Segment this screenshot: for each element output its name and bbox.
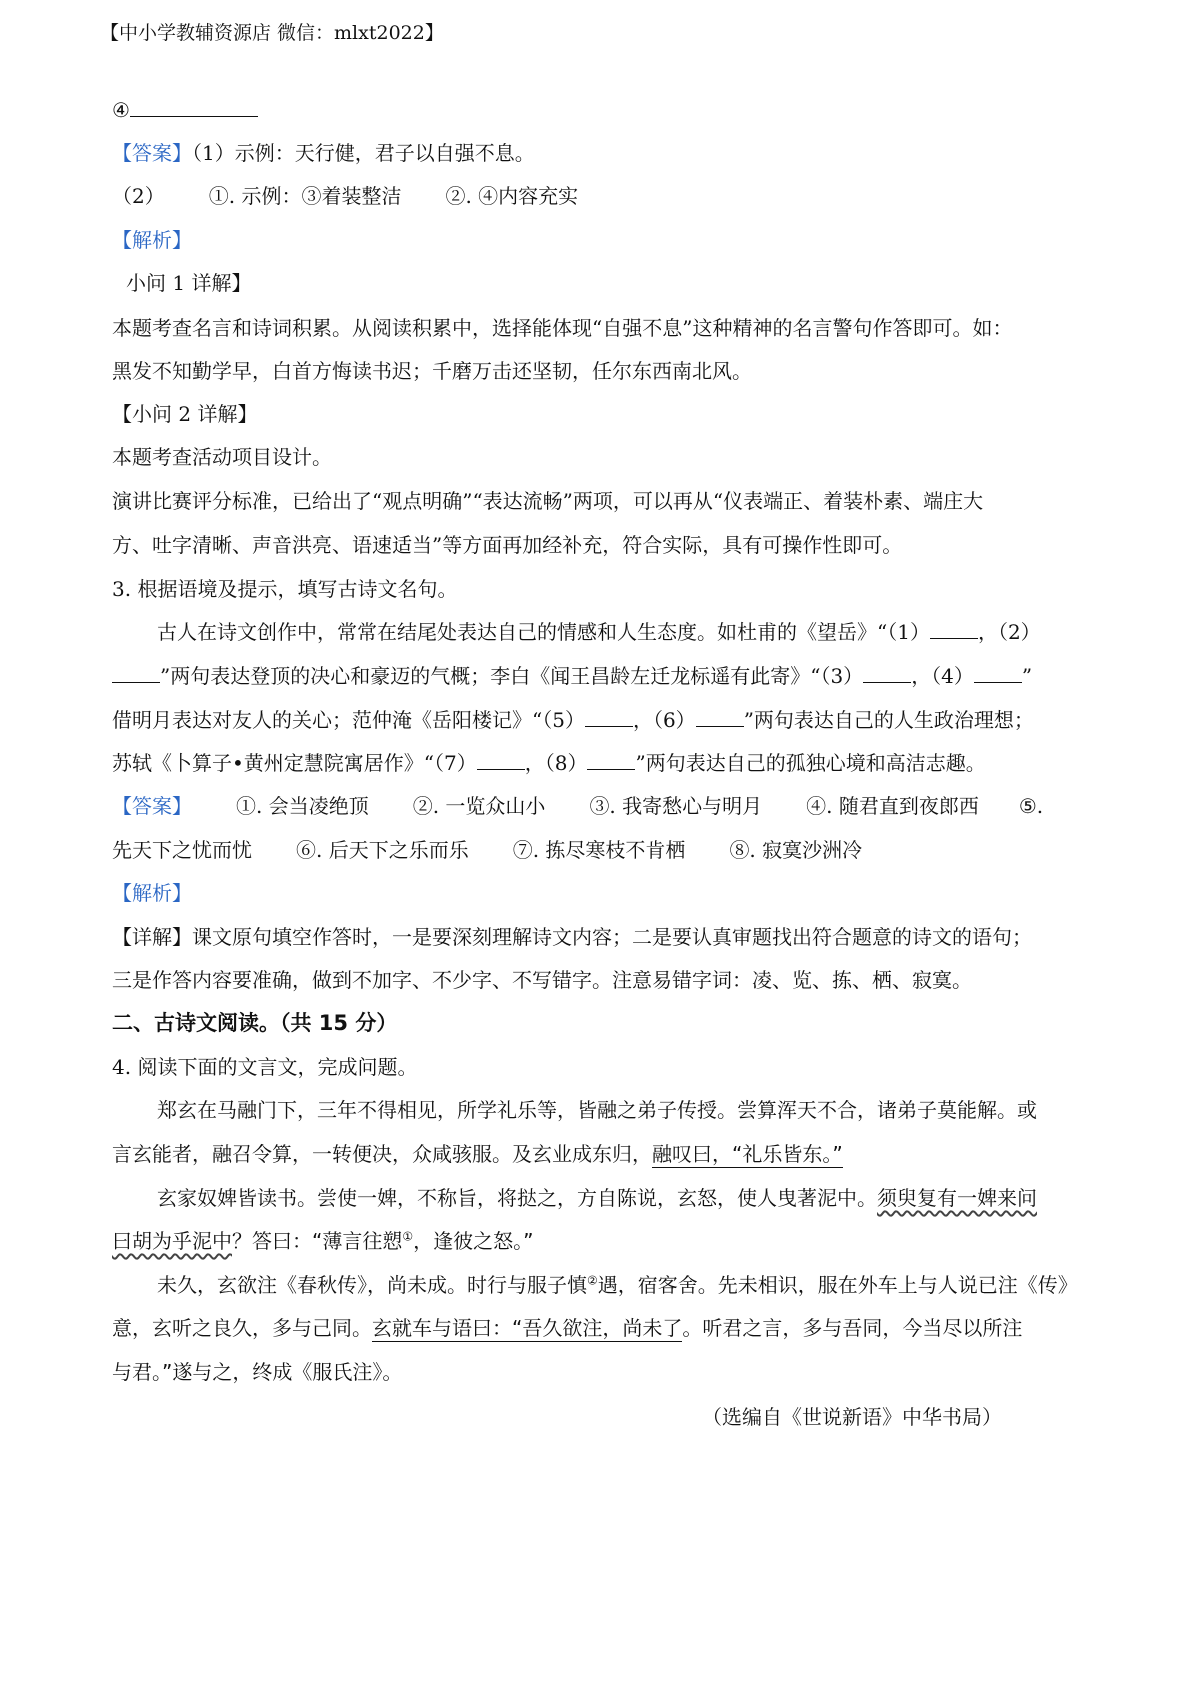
q3-analysis-tag bbox=[112, 881, 1102, 905]
passage-text: ？答曰：“薄言往愬 bbox=[232, 1229, 403, 1253]
passage-p3-line1 bbox=[157, 1273, 1147, 1297]
blank-8 bbox=[587, 751, 635, 770]
q3-para-line2 bbox=[112, 664, 1102, 688]
sub1-line2: 黑发不知勤学早，白首方悔读书迟；千磨万击还坚韧，任尔东西南北风。 bbox=[112, 359, 752, 383]
q3-answer-line1 bbox=[112, 794, 1102, 818]
answer-2: ②. 一览众山小 bbox=[412, 794, 546, 818]
passage-p3-line3: 与君。”遂与之，终成《服氏注》。 bbox=[112, 1360, 403, 1384]
passage-p2-line2 bbox=[112, 1229, 1102, 1253]
section-title: 二、古诗文阅读。（共 15 分） bbox=[112, 1011, 398, 1035]
blank-4 bbox=[974, 664, 1022, 683]
wavy-underlined-sentence: 须臾复有一婢来问 bbox=[877, 1186, 1037, 1210]
q3-para-line3 bbox=[112, 708, 1102, 732]
q3-text: 古人在诗文创作中，常常在结尾处表达自己的情感和人生态度。如杜甫的《望岳》“（1） bbox=[157, 620, 930, 644]
answer-option-1: ①. 示例：③着装整洁 bbox=[208, 184, 402, 208]
answer-5: 先天下之忧而忧 bbox=[112, 838, 252, 862]
q3-text: 苏轼《卜算子•黄州定慧院寓居作》“（7） bbox=[112, 751, 477, 775]
passage-text: 。听君之言，多与吾同，今当尽以所注 bbox=[682, 1316, 1023, 1340]
answer-6: ⑥. 后天下之乐而乐 bbox=[296, 838, 469, 862]
q2-analysis-tag bbox=[112, 228, 1102, 252]
q3-detail-line1: 【详解】课文原句填空作答时，一是要深刻理解诗文内容；二是要认真审题找出符合题意的诗文的语句； bbox=[112, 925, 1032, 949]
sub1-title: 小问 1 详解】 bbox=[126, 271, 252, 295]
blank-5 bbox=[585, 708, 633, 727]
answer-3: ③. 我寄愁心与明月 bbox=[589, 794, 763, 818]
underlined-sentence: 融叹曰，“礼乐皆东。” bbox=[652, 1142, 843, 1166]
wavy-underlined-sentence: 曰胡为乎泥中 bbox=[112, 1229, 232, 1253]
q3-answer-line2 bbox=[112, 838, 1102, 862]
analysis-tag: 【解析】 bbox=[112, 228, 192, 252]
q3-text: ”两句表达自己的孤独心境和高洁志趣。 bbox=[635, 751, 986, 775]
answer-5-number: ⑤. bbox=[1018, 794, 1044, 818]
passage-text: 遇，宿客舍。先未相识，服在外车上与人说已注《传》 bbox=[597, 1273, 1078, 1297]
q3-text: ” bbox=[1021, 664, 1033, 688]
passage-text: 未久，玄欲注《春秋传》，尚未成。时行与服子慎 bbox=[157, 1273, 587, 1297]
blank-1 bbox=[930, 620, 978, 639]
q3-text: ，（2） bbox=[977, 620, 1041, 644]
passage-p2-line1 bbox=[157, 1186, 1147, 1210]
answer-text: （1）示例：天行健，君子以自强不息。 bbox=[192, 141, 535, 165]
blank-3 bbox=[863, 664, 911, 683]
passage-p3-line2 bbox=[112, 1316, 1102, 1340]
answer-7: ⑦. 拣尽寒枝不肯栖 bbox=[512, 838, 686, 862]
blank-7 bbox=[477, 751, 525, 770]
passage-p1-line2 bbox=[112, 1142, 1102, 1166]
passage-text: 言玄能者，融召令算，一转便决，众咸骇服。及玄业成东归， bbox=[112, 1142, 652, 1166]
answer-4: ④. 随君直到夜郎西 bbox=[806, 794, 979, 818]
q3-para-line1 bbox=[157, 620, 1147, 644]
item4-line bbox=[112, 98, 1102, 122]
answer-tag: 【答案】 bbox=[112, 141, 192, 165]
q4-title: 4. 阅读下面的文言文，完成问题。 bbox=[112, 1055, 418, 1079]
footnote-marker: ① bbox=[402, 1229, 414, 1244]
sub2-line3: 方、吐字清晰、声音洪亮、语速适当”等方面再加经补充，符合实际，具有可操作性即可。 bbox=[112, 533, 903, 557]
sub2-line1: 本题考查活动项目设计。 bbox=[112, 445, 332, 469]
q2-answer-line1 bbox=[112, 141, 1102, 165]
q3-text: ，（8） bbox=[524, 751, 588, 775]
blank-2 bbox=[112, 664, 160, 683]
answer-option-2: ②. ④内容充实 bbox=[445, 184, 579, 208]
q3-text: 借明月表达对友人的关心；范仲淹《岳阳楼记》“（5） bbox=[112, 708, 585, 732]
answer-8: ⑧. 寂寞沙洲冷 bbox=[729, 838, 863, 862]
passage-p1-line1: 郑玄在马融门下，三年不得相见，所学礼乐等，皆融之弟子传授。尝算浑天不合，诸弟子莫能解。或 bbox=[157, 1098, 1037, 1122]
sub2-line2: 演讲比赛评分标准，已给出了“观点明确”“表达流畅”两项，可以再从“仪表端正、着装朴素、端庄大 bbox=[112, 489, 984, 513]
q3-text: ”两句表达登顶的决心和豪迈的气概；李白《闻王昌龄左迁龙标遥有此寄》“（3） bbox=[160, 664, 864, 688]
q3-text: ，（4） bbox=[911, 664, 974, 688]
passage-text: ，逢彼之怒。” bbox=[413, 1229, 534, 1253]
item4-marker: ④ bbox=[112, 98, 130, 122]
q3-title: 3. 根据语境及提示，填写古诗文名句。 bbox=[112, 577, 458, 601]
answer-blank bbox=[130, 98, 258, 117]
footnote-marker: ② bbox=[587, 1273, 598, 1288]
passage-source: （选编自《世说新语》中华书局） bbox=[702, 1405, 1002, 1429]
header-watermark: 【中小学教辅资源店 微信：mlxt2022】 bbox=[100, 22, 444, 44]
sub1-line1: 本题考查名言和诗词积累。从阅读积累中，选择能体现“自强不息”这种精神的名言警句作答即可。如： bbox=[112, 316, 1013, 340]
answer-tag: 【答案】 bbox=[112, 794, 192, 818]
q3-para-line4 bbox=[112, 751, 1102, 775]
blank-6 bbox=[696, 708, 744, 727]
q3-text: ”两句表达自己的人生政治理想； bbox=[743, 708, 1034, 732]
q2-answer-line2 bbox=[112, 184, 1102, 208]
q3-text: ，（6） bbox=[632, 708, 696, 732]
sub2-title: 【小问 2 详解】 bbox=[112, 402, 258, 426]
q3-detail-line2: 三是作答内容要准确，做到不加字、不少字、不写错字。注意易错字词：凌、览、拣、栖、寂寞。 bbox=[112, 968, 972, 992]
analysis-tag: 【解析】 bbox=[112, 881, 192, 905]
underlined-sentence: 玄就车与语曰：“吾久欲注，尚未了 bbox=[372, 1316, 683, 1340]
passage-text: 意，玄听之良久，多与己同。 bbox=[112, 1316, 372, 1340]
answer-1: ①. 会当凌绝顶 bbox=[236, 794, 369, 818]
answer-number: （2） bbox=[112, 184, 165, 208]
passage-text: 玄家奴婢皆读书。尝使一婢，不称旨，将挞之，方自陈说，玄怒，使人曳著泥中。 bbox=[157, 1186, 877, 1210]
